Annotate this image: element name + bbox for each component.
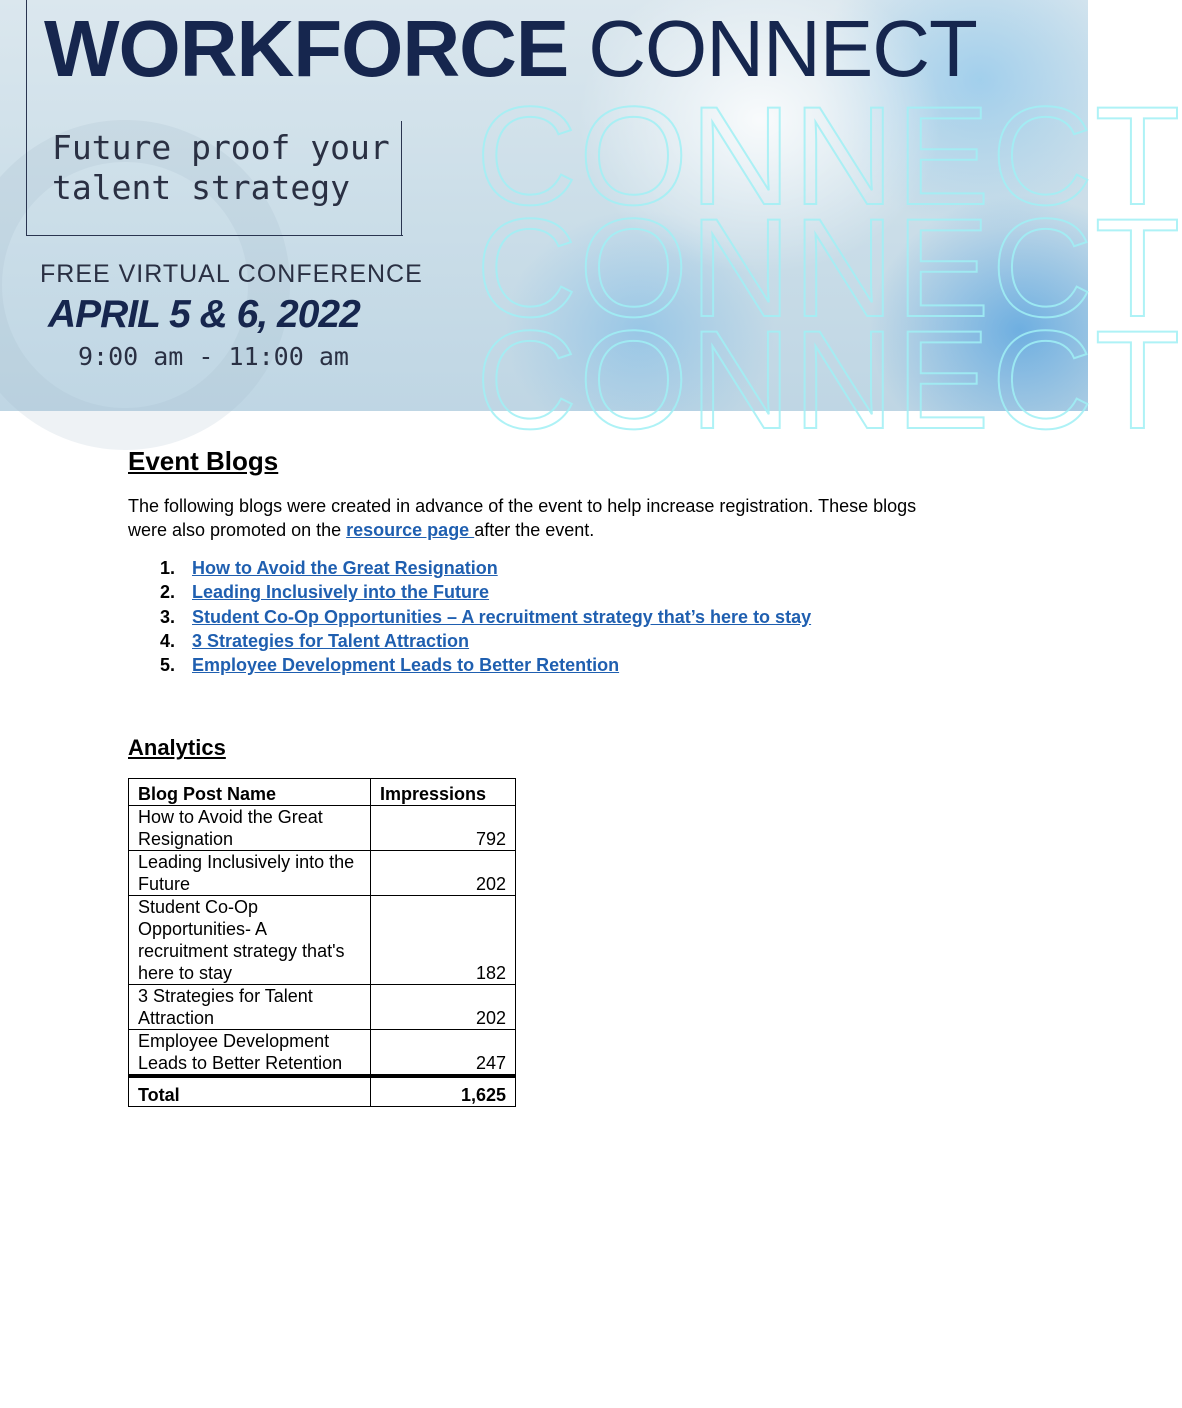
list-item bbox=[128, 556, 948, 580]
list-number: 1. bbox=[160, 558, 176, 578]
list-number: 5. bbox=[160, 655, 176, 676]
tagline-line-1: Future proof your bbox=[52, 128, 390, 167]
table-row bbox=[129, 985, 516, 1030]
analytics-table bbox=[128, 778, 516, 1107]
tagline bbox=[52, 128, 390, 208]
resource-page-link[interactable]: resource page bbox=[346, 520, 475, 540]
document-body bbox=[128, 444, 948, 1107]
cell-blog-name: Student Co-Op Opportunities- A recruitment strategy that's here to stay bbox=[129, 896, 371, 985]
cell-impressions: 202 bbox=[371, 985, 516, 1030]
list-item bbox=[128, 580, 948, 604]
conference-label: FREE VIRTUAL CONFERENCE bbox=[40, 260, 423, 288]
table-row bbox=[129, 806, 516, 851]
blog-list bbox=[128, 556, 948, 677]
cell-blog-name: 3 Strategies for Talent Attraction bbox=[129, 985, 371, 1030]
blog-link[interactable]: Leading Inclusively into the Future bbox=[192, 582, 490, 603]
intro-text-end: after the event. bbox=[474, 520, 595, 540]
cell-blog-name: Leading Inclusively into the Future bbox=[129, 851, 371, 896]
connect-outline-word: CONNECT bbox=[476, 301, 1182, 458]
analytics-heading: Analytics bbox=[128, 735, 226, 761]
connect-outline-graphic bbox=[476, 77, 1182, 458]
table-row bbox=[129, 851, 516, 896]
cell-impressions: 247 bbox=[371, 1030, 516, 1077]
list-number: 3. bbox=[160, 606, 176, 627]
table-header-row bbox=[129, 779, 516, 806]
event-blogs-intro bbox=[128, 494, 948, 542]
connect-outline-word: CONNECT bbox=[476, 77, 1182, 234]
conference-time: 9:00 am - 11:00 am bbox=[78, 342, 349, 371]
cell-impressions: 182 bbox=[371, 896, 516, 985]
event-blogs-heading: Event Blogs bbox=[128, 446, 279, 476]
blog-link[interactable]: 3 Strategies for Talent Attraction bbox=[192, 630, 470, 651]
table-total-row bbox=[129, 1076, 516, 1107]
cell-total-label: Total bbox=[129, 1076, 371, 1107]
cell-impressions: 202 bbox=[371, 851, 516, 896]
list-item bbox=[128, 629, 948, 653]
cell-total-impressions: 1,625 bbox=[371, 1076, 516, 1107]
list-number: 2. bbox=[160, 582, 176, 603]
table-row bbox=[129, 896, 516, 985]
cell-impressions: 792 bbox=[371, 806, 516, 851]
list-item bbox=[128, 653, 948, 677]
banner-frame-divider bbox=[401, 121, 402, 235]
cell-blog-name: Employee Development Leads to Better Retention bbox=[129, 1030, 371, 1077]
blog-link[interactable]: Employee Development Leads to Better Retention bbox=[192, 655, 620, 676]
column-header-name: Blog Post Name bbox=[129, 779, 371, 806]
table-row bbox=[129, 1030, 516, 1077]
intro-text: The following blogs were created in advance of the event to help increase registration. These blogs were also promoted on the bbox=[128, 496, 917, 540]
brand-title-light: CONNECT bbox=[588, 4, 977, 93]
event-banner bbox=[0, 0, 1182, 458]
cell-blog-name: How to Avoid the Great Resignation bbox=[129, 806, 371, 851]
blog-link[interactable]: Student Co-Op Opportunities – A recruitment strategy that’s here to stay bbox=[192, 606, 812, 627]
blog-link[interactable]: How to Avoid the Great Resignation bbox=[192, 558, 498, 578]
connect-outline-word: CONNECT bbox=[476, 189, 1182, 346]
tagline-line-2: talent strategy bbox=[52, 168, 351, 207]
list-item bbox=[128, 605, 948, 629]
column-header-impressions: Impressions bbox=[371, 779, 516, 806]
brand-title-bold: WORKFORCE bbox=[44, 4, 569, 93]
conference-dates: APRIL 5 & 6, 2022 bbox=[48, 293, 360, 336]
list-number: 4. bbox=[160, 630, 176, 651]
